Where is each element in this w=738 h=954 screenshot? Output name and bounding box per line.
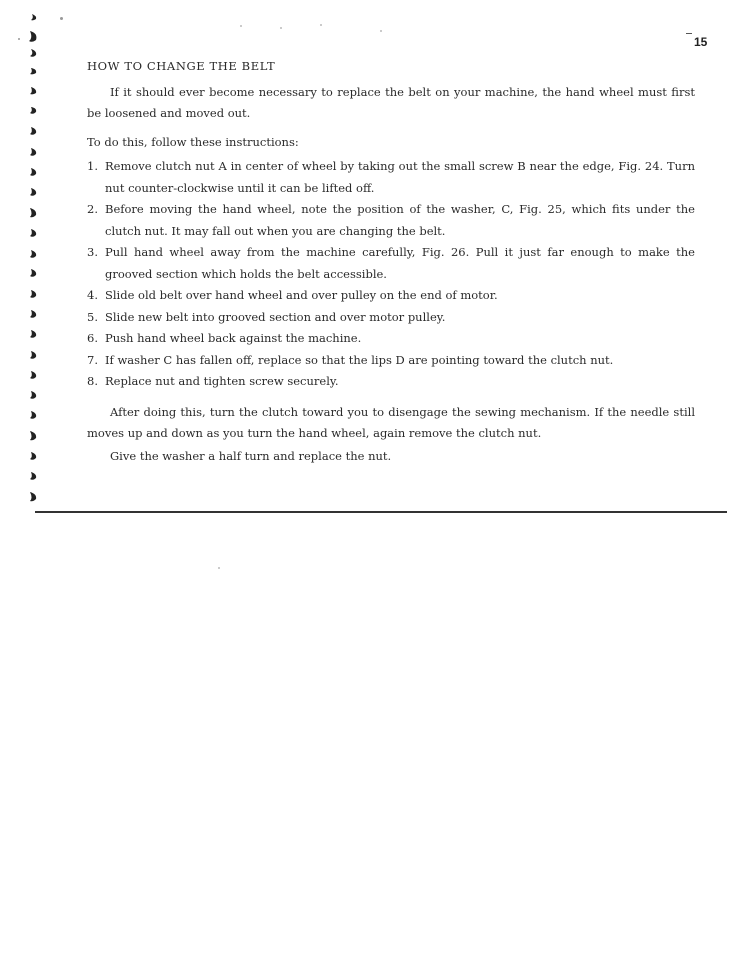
step-number: 5.: [87, 309, 98, 324]
closing-note: Give the washer a half turn and replace the nut.: [110, 449, 392, 463]
section-heading: HOW TO CHANGE THE BELT: [87, 59, 276, 73]
step-text: Pull hand wheel away from the machine carefully, Fig. 26. Pull it just far enough to make the grooved section which holds the belt accessible.: [105, 245, 695, 281]
scan-speck: [380, 30, 382, 32]
step-text: Slide new belt into grooved section and over motor pulley.: [105, 309, 446, 324]
step-item: [87, 199, 695, 242]
step-text: Remove clutch nut A in center of wheel by taking out the small screw B near the edge, Fig. 24. Turn nut counter-clockwise until it can be lifted off.: [105, 159, 695, 195]
step-text: Push hand wheel back against the machine.: [105, 331, 362, 345]
instruction-steps: [87, 156, 695, 393]
page-number: 15: [694, 35, 708, 49]
step-number: 6.: [87, 331, 98, 345]
intro-paragraph: If it should ever become necessary to replace the belt on your machine, the hand wheel must first be loosened and moved out.: [87, 85, 695, 120]
closing-paragraph: After doing this, turn the clutch toward you to disengage the sewing mechanism. If the needle still moves up and down as you turn the hand wheel, again remove the clutch nut.: [87, 405, 695, 440]
step-item: [87, 285, 695, 307]
scan-speck: [60, 17, 63, 20]
step-item: [87, 328, 695, 350]
scan-speck: [686, 33, 692, 34]
step-number: 1.: [87, 159, 98, 173]
step-text: Before moving the hand wheel, note the position of the washer, C, Fig. 25, which fits under the clutch nut. It may fall out when you are changing the belt.: [105, 202, 695, 238]
scan-speck: [320, 24, 322, 26]
step-text: Slide old belt over hand wheel and over pulley on the end of motor.: [105, 288, 498, 302]
step-item: [87, 156, 695, 199]
step-number: 3.: [87, 245, 98, 259]
scan-speck: [280, 27, 282, 29]
step-text: Replace nut and tighten screw securely.: [105, 374, 339, 388]
instructions-lead: To do this, follow these instructions:: [87, 135, 299, 149]
scan-speck: [218, 567, 220, 569]
step-number: 7.: [87, 352, 98, 367]
step-number: 2.: [87, 202, 98, 216]
binding-holes: [26, 14, 46, 504]
step-number: 4.: [87, 288, 98, 302]
page-divider-rule: [35, 511, 727, 513]
scan-speck: [18, 38, 20, 40]
scan-speck: [240, 25, 242, 27]
step-text: If washer C has fallen off, replace so that the lips D are pointing toward the clutch nut.: [105, 352, 614, 367]
step-item: [87, 242, 695, 285]
binding-holes-graphic: [26, 14, 46, 504]
step-item: [87, 350, 695, 372]
step-number: 8.: [87, 374, 98, 388]
step-item: [87, 371, 695, 393]
step-item: [87, 307, 695, 329]
